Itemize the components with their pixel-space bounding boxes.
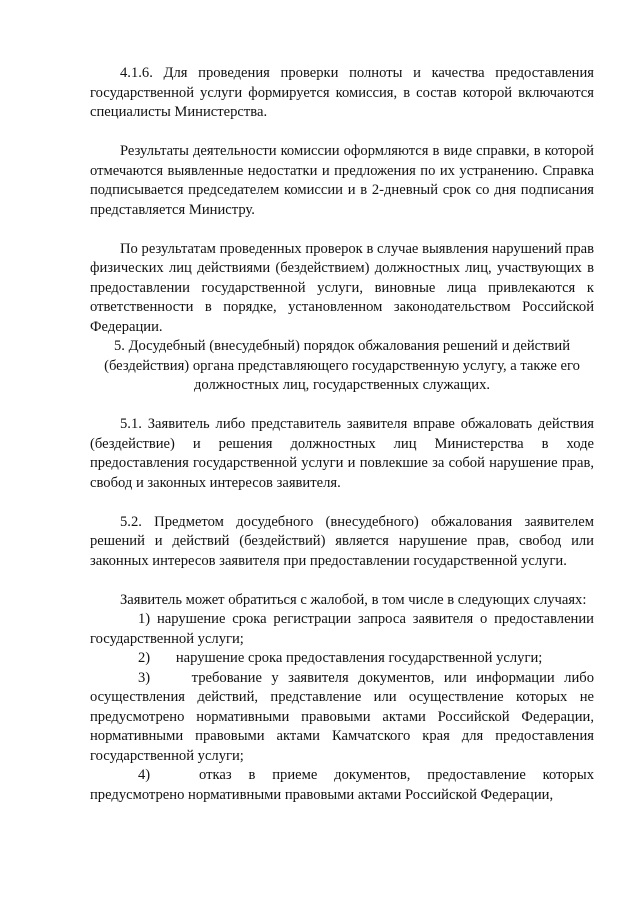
list-item-1 <box>90 610 594 649</box>
paragraph-4-1-6: 4.1.6. Для проведения проверки полноты и качества предоставления государственной услуги формируется комиссия, в состав которой включаются специалисты Министерства. <box>90 65 594 120</box>
document-page <box>90 64 594 805</box>
list-item-text: требование у заявителя документов, или информации либо осуществления действий, представление или осуществление которых не предусмотрено нормативными правовыми актами Российской Федерации, нормативными правовыми актами Камчатского края для предоставления государственной услуги; <box>90 669 594 764</box>
list-item-number: 1) <box>138 611 151 627</box>
paragraph-5-1: 5.1. Заявитель либо представитель заявителя вправе обжаловать действия (бездействие) и решения должностных лиц Министерства в ходе предоставления государственной услуги и повлекшие за собой нарушение прав, свобод и законных интересов заявителя. <box>90 416 594 491</box>
list-item-text: отказ в приеме документов, предоставление которых предусмотрено нормативными правовыми актами Российской Федерации, <box>90 767 594 803</box>
section-5-heading: 5. Досудебный (внесудебный) порядок обжалования решений и действий (бездействия) органа представляющего государственную услугу, а также его должностных лиц, государственных служащих. <box>104 338 580 393</box>
paragraph-complaint-cases: Заявитель может обратиться с жалобой, в том числе в следующих случаях: <box>120 591 587 608</box>
list-item-number: 3) <box>138 669 151 686</box>
list-item-text: нарушение срока регистрации запроса заявителя о предоставлении государственной услуги; <box>90 611 594 647</box>
list-item-4 <box>90 766 594 805</box>
list-item-3 <box>90 669 594 767</box>
list-item-number: 2) <box>138 650 151 666</box>
list-item-2 <box>90 649 594 669</box>
paragraph-commission-results: Результаты деятельности комиссии оформляются в виде справки, в которой отмечаются выявленные недостатки и предложения по их устранению. Справка подписывается председателем комиссии и в 2-дневный срок со дня подписания представляется Министру. <box>90 143 594 218</box>
list-item-text: нарушение срока предоставления государственной услуги; <box>175 650 543 666</box>
paragraph-inspection-results: По результатам проведенных проверок в случае выявления нарушений прав физических лиц действиями (бездействием) должностных лиц, участвующих в предоставлении государственной услуги, виновные лица привлекаются к ответственности в порядке, установленном законодательством Российской Федерации. <box>90 240 594 335</box>
paragraph-5-2: 5.2. Предметом досудебного (внесудебного) обжалования заявителем решений и действий (бездействий) является нарушение прав, свобод или законных интересов заявителя при предоставлении государственной услуги. <box>90 513 594 569</box>
list-item-number: 4) <box>138 767 151 783</box>
